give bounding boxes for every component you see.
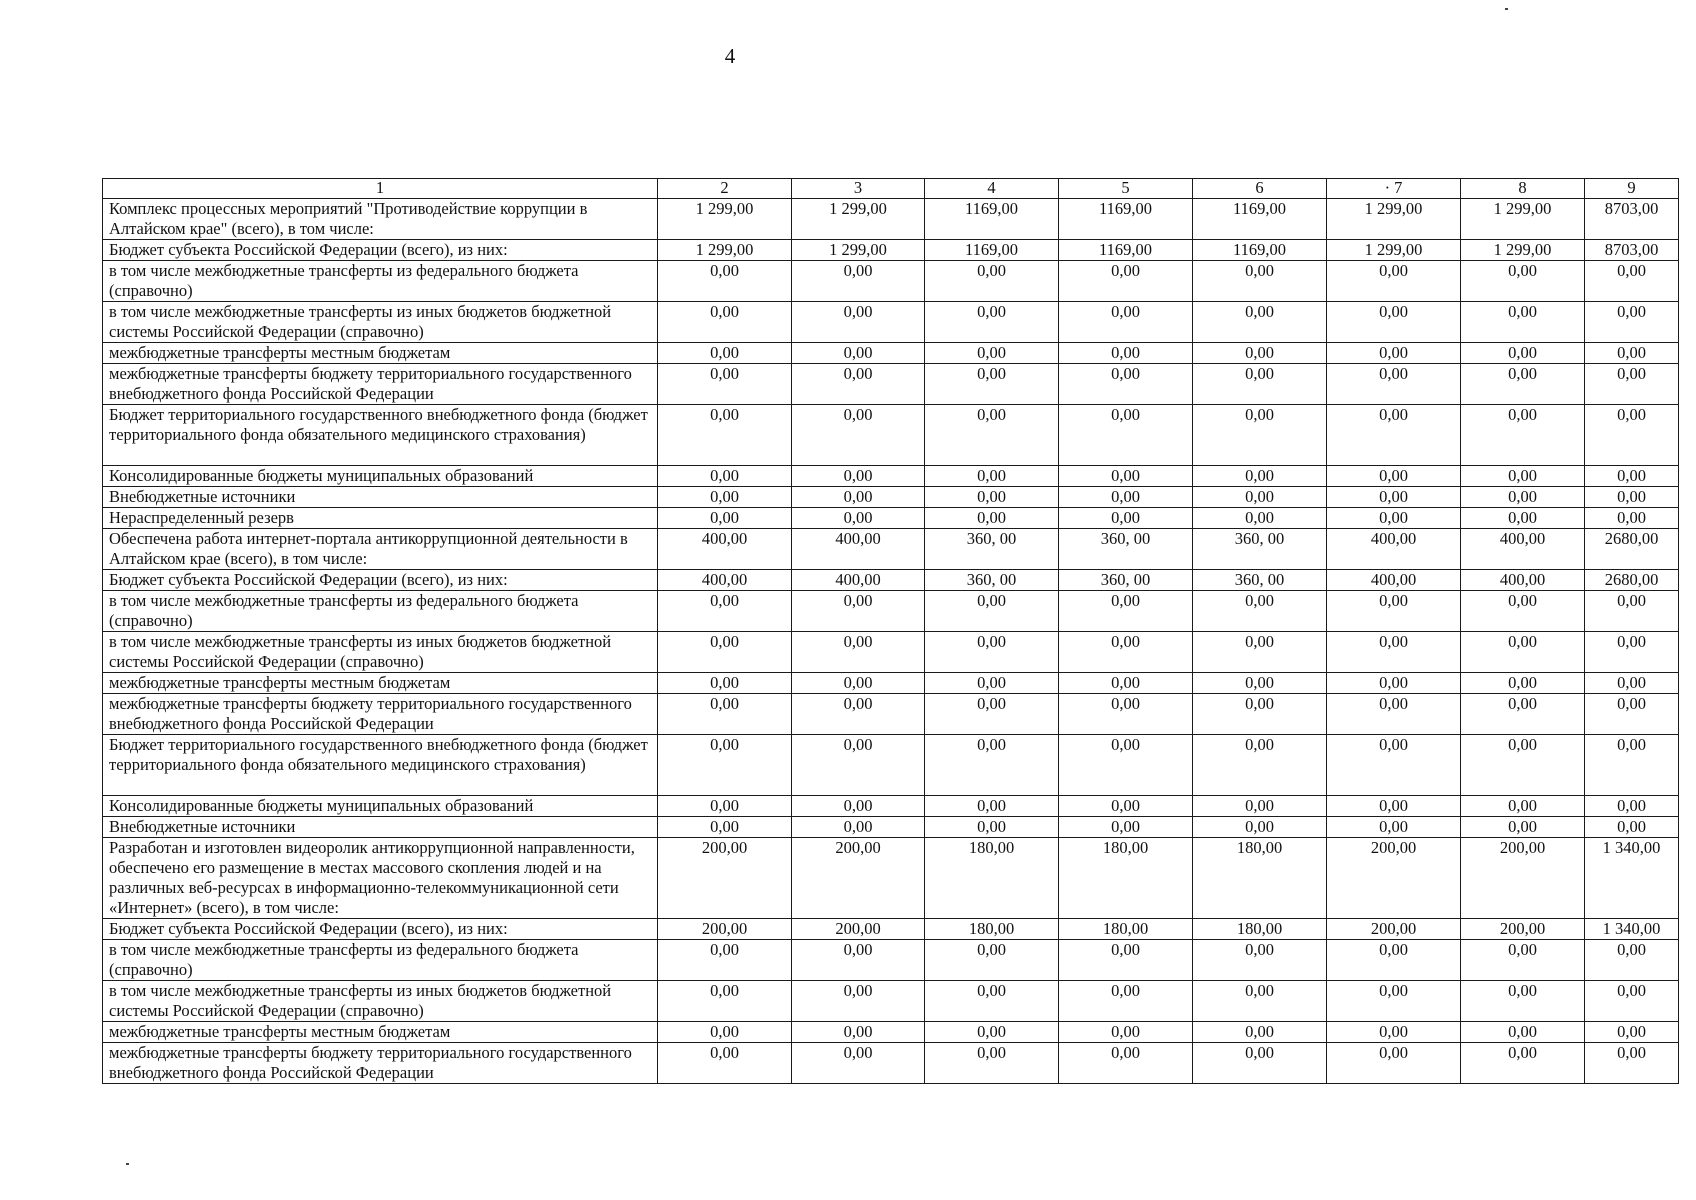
- row-label: межбюджетные трансферты местным бюджетам: [103, 343, 658, 364]
- cell-value: 0,00: [792, 694, 925, 735]
- column-header-7: · 7: [1327, 179, 1461, 199]
- cell-value: 0,00: [658, 261, 792, 302]
- cell-value: 0,00: [1461, 735, 1585, 796]
- cell-value: 0,00: [792, 981, 925, 1022]
- column-header-3: 3: [792, 179, 925, 199]
- cell-value: 0,00: [1585, 1043, 1679, 1084]
- cell-value: 2680,00: [1585, 529, 1679, 570]
- cell-value: 1169,00: [925, 199, 1059, 240]
- cell-value: 200,00: [1327, 838, 1461, 919]
- cell-value: 0,00: [792, 261, 925, 302]
- cell-value: 0,00: [1193, 466, 1327, 487]
- cell-value: 0,00: [792, 940, 925, 981]
- cell-value: 0,00: [792, 487, 925, 508]
- column-header-1: 1: [103, 179, 658, 199]
- cell-value: 0,00: [1461, 1022, 1585, 1043]
- cell-value: 360, 00: [925, 570, 1059, 591]
- cell-value: 0,00: [1585, 817, 1679, 838]
- cell-value: 0,00: [1461, 302, 1585, 343]
- cell-value: 0,00: [1059, 343, 1193, 364]
- cell-value: 0,00: [1059, 466, 1193, 487]
- cell-value: 0,00: [1461, 487, 1585, 508]
- cell-value: 0,00: [1059, 591, 1193, 632]
- cell-value: 0,00: [1193, 940, 1327, 981]
- cell-value: 0,00: [1193, 673, 1327, 694]
- row-label: в том числе межбюджетные трансферты из иных бюджетов бюджетной системы Российской Федерации (справочно): [103, 302, 658, 343]
- cell-value: 0,00: [925, 1043, 1059, 1084]
- cell-value: 0,00: [1059, 817, 1193, 838]
- cell-value: 400,00: [658, 570, 792, 591]
- column-header-8: 8: [1461, 179, 1585, 199]
- cell-value: 0,00: [1327, 796, 1461, 817]
- cell-value: 400,00: [1327, 570, 1461, 591]
- cell-value: 0,00: [1059, 261, 1193, 302]
- cell-value: 360, 00: [1193, 570, 1327, 591]
- cell-value: 0,00: [792, 1043, 925, 1084]
- table-row: [103, 199, 1679, 240]
- cell-value: 200,00: [658, 919, 792, 940]
- cell-value: 0,00: [1327, 981, 1461, 1022]
- cell-value: 0,00: [792, 796, 925, 817]
- table-row: [103, 1043, 1679, 1084]
- table-row: [103, 343, 1679, 364]
- cell-value: 0,00: [1461, 261, 1585, 302]
- cell-value: 1 340,00: [1585, 919, 1679, 940]
- cell-value: 0,00: [925, 466, 1059, 487]
- cell-value: 0,00: [1327, 694, 1461, 735]
- cell-value: 180,00: [1193, 838, 1327, 919]
- cell-value: 0,00: [1193, 487, 1327, 508]
- cell-value: 1 299,00: [1327, 240, 1461, 261]
- table-row: [103, 487, 1679, 508]
- cell-value: 0,00: [1193, 796, 1327, 817]
- cell-value: 0,00: [1461, 632, 1585, 673]
- table-row: [103, 570, 1679, 591]
- cell-value: 360, 00: [1059, 529, 1193, 570]
- cell-value: 0,00: [658, 487, 792, 508]
- cell-value: 360, 00: [1059, 570, 1193, 591]
- cell-value: 400,00: [1461, 570, 1585, 591]
- cell-value: 0,00: [1585, 364, 1679, 405]
- cell-value: 1 299,00: [792, 199, 925, 240]
- table-row: [103, 735, 1679, 796]
- cell-value: 0,00: [1461, 591, 1585, 632]
- cell-value: 360, 00: [1193, 529, 1327, 570]
- cell-value: 400,00: [792, 529, 925, 570]
- cell-value: 0,00: [925, 735, 1059, 796]
- table-row: [103, 919, 1679, 940]
- cell-value: 200,00: [1461, 919, 1585, 940]
- cell-value: 0,00: [658, 591, 792, 632]
- cell-value: 0,00: [1461, 343, 1585, 364]
- table-row: [103, 694, 1679, 735]
- cell-value: 0,00: [792, 364, 925, 405]
- cell-value: 0,00: [1585, 591, 1679, 632]
- cell-value: 0,00: [1059, 673, 1193, 694]
- cell-value: 0,00: [658, 632, 792, 673]
- table-row: [103, 261, 1679, 302]
- column-header-4: 4: [925, 179, 1059, 199]
- cell-value: 0,00: [1327, 940, 1461, 981]
- cell-value: 0,00: [658, 796, 792, 817]
- table-row: [103, 673, 1679, 694]
- cell-value: 0,00: [1585, 343, 1679, 364]
- cell-value: 0,00: [1461, 405, 1585, 466]
- row-label: в том числе межбюджетные трансферты из федерального бюджета (справочно): [103, 940, 658, 981]
- cell-value: 0,00: [1327, 487, 1461, 508]
- table-row: [103, 838, 1679, 919]
- cell-value: 0,00: [1059, 694, 1193, 735]
- cell-value: 0,00: [1193, 591, 1327, 632]
- row-label: межбюджетные трансферты бюджету территориального государственного внебюджетного фонда Российской Федерации: [103, 694, 658, 735]
- table-body: [103, 199, 1679, 1084]
- page-number: 4: [724, 44, 736, 68]
- cell-value: 360, 00: [925, 529, 1059, 570]
- cell-value: 1 299,00: [658, 199, 792, 240]
- cell-value: 0,00: [925, 591, 1059, 632]
- row-label: Бюджет субъекта Российской Федерации (всего), из них:: [103, 919, 658, 940]
- row-label: Бюджет территориального государственного внебюджетного фонда (бюджет территориального фонда обязательного медицинского страхования): [103, 405, 658, 466]
- cell-value: 1 299,00: [1461, 240, 1585, 261]
- cell-value: 1169,00: [1193, 240, 1327, 261]
- cell-value: 0,00: [1461, 1043, 1585, 1084]
- cell-value: 0,00: [658, 343, 792, 364]
- cell-value: 0,00: [1193, 981, 1327, 1022]
- cell-value: 0,00: [925, 694, 1059, 735]
- cell-value: 200,00: [658, 838, 792, 919]
- cell-value: 0,00: [925, 261, 1059, 302]
- cell-value: 0,00: [1193, 735, 1327, 796]
- cell-value: 0,00: [1193, 508, 1327, 529]
- cell-value: 0,00: [1461, 364, 1585, 405]
- row-label: в том числе межбюджетные трансферты из иных бюджетов бюджетной системы Российской Федерации (справочно): [103, 632, 658, 673]
- table-row: [103, 240, 1679, 261]
- cell-value: 200,00: [792, 919, 925, 940]
- cell-value: 0,00: [1327, 302, 1461, 343]
- cell-value: 0,00: [1327, 817, 1461, 838]
- cell-value: 0,00: [1193, 1043, 1327, 1084]
- cell-value: 0,00: [1585, 735, 1679, 796]
- row-label: межбюджетные трансферты бюджету территориального государственного внебюджетного фонда Российской Федерации: [103, 364, 658, 405]
- table-row: [103, 405, 1679, 466]
- cell-value: 0,00: [1585, 796, 1679, 817]
- column-header-2: 2: [658, 179, 792, 199]
- cell-value: 0,00: [658, 302, 792, 343]
- row-label: Разработан и изготовлен видеоролик антикоррупционной направленности, обеспечено его размещение в местах массового скопления людей и на различных веб-ресурсах в информационно-телекоммуникационной сети «Интернет» (всего), в том числе:: [103, 838, 658, 919]
- cell-value: 400,00: [1461, 529, 1585, 570]
- cell-value: 0,00: [1327, 1043, 1461, 1084]
- cell-value: 0,00: [1193, 302, 1327, 343]
- cell-value: 0,00: [1327, 343, 1461, 364]
- cell-value: 0,00: [1461, 940, 1585, 981]
- table-row: [103, 981, 1679, 1022]
- cell-value: 0,00: [1585, 694, 1679, 735]
- cell-value: 0,00: [792, 673, 925, 694]
- cell-value: 0,00: [658, 508, 792, 529]
- scan-speck: [1505, 8, 1508, 10]
- cell-value: 0,00: [792, 466, 925, 487]
- cell-value: 0,00: [1059, 940, 1193, 981]
- column-header-9: 9: [1585, 179, 1679, 199]
- table-row: [103, 940, 1679, 981]
- cell-value: 180,00: [925, 838, 1059, 919]
- row-label: Бюджет субъекта Российской Федерации (всего), из них:: [103, 570, 658, 591]
- cell-value: 0,00: [1461, 796, 1585, 817]
- cell-value: 0,00: [925, 673, 1059, 694]
- cell-value: 0,00: [925, 632, 1059, 673]
- cell-value: 1 299,00: [1461, 199, 1585, 240]
- cell-value: 0,00: [1059, 735, 1193, 796]
- cell-value: 0,00: [1327, 673, 1461, 694]
- cell-value: 0,00: [658, 817, 792, 838]
- cell-value: 0,00: [925, 796, 1059, 817]
- cell-value: 0,00: [658, 466, 792, 487]
- cell-value: 0,00: [792, 735, 925, 796]
- cell-value: 0,00: [1585, 981, 1679, 1022]
- cell-value: 0,00: [1327, 508, 1461, 529]
- cell-value: 0,00: [925, 487, 1059, 508]
- row-label: межбюджетные трансферты бюджету территориального государственного внебюджетного фонда Российской Федерации: [103, 1043, 658, 1084]
- table-row: [103, 302, 1679, 343]
- cell-value: 0,00: [1193, 364, 1327, 405]
- cell-value: 0,00: [925, 1022, 1059, 1043]
- cell-value: 0,00: [792, 343, 925, 364]
- table-row: [103, 817, 1679, 838]
- budget-table: [102, 178, 1679, 1084]
- cell-value: 0,00: [792, 302, 925, 343]
- cell-value: 0,00: [1059, 487, 1193, 508]
- table-row: [103, 364, 1679, 405]
- cell-value: 2680,00: [1585, 570, 1679, 591]
- cell-value: 0,00: [1327, 364, 1461, 405]
- cell-value: 0,00: [658, 735, 792, 796]
- cell-value: 0,00: [1585, 405, 1679, 466]
- row-label: межбюджетные трансферты местным бюджетам: [103, 1022, 658, 1043]
- cell-value: 0,00: [925, 940, 1059, 981]
- cell-value: 0,00: [792, 1022, 925, 1043]
- cell-value: 0,00: [1193, 1022, 1327, 1043]
- scan-speck: [126, 1163, 129, 1165]
- cell-value: 0,00: [792, 405, 925, 466]
- column-header-6: 6: [1193, 179, 1327, 199]
- cell-value: 0,00: [1585, 302, 1679, 343]
- cell-value: 0,00: [1585, 466, 1679, 487]
- cell-value: 0,00: [658, 405, 792, 466]
- cell-value: 0,00: [1461, 673, 1585, 694]
- cell-value: 0,00: [1585, 1022, 1679, 1043]
- header-row: [103, 179, 1679, 199]
- cell-value: 0,00: [658, 1022, 792, 1043]
- row-label: Бюджет территориального государственного внебюджетного фонда (бюджет территориального фонда обязательного медицинского страхования): [103, 735, 658, 796]
- cell-value: 0,00: [1585, 632, 1679, 673]
- row-label: Бюджет субъекта Российской Федерации (всего), из них:: [103, 240, 658, 261]
- cell-value: 0,00: [1327, 591, 1461, 632]
- cell-value: 0,00: [658, 694, 792, 735]
- cell-value: 200,00: [792, 838, 925, 919]
- cell-value: 180,00: [1059, 919, 1193, 940]
- cell-value: 180,00: [925, 919, 1059, 940]
- row-label: Консолидированные бюджеты муниципальных образований: [103, 466, 658, 487]
- cell-value: 0,00: [925, 981, 1059, 1022]
- cell-value: 0,00: [1193, 817, 1327, 838]
- cell-value: 0,00: [1585, 261, 1679, 302]
- cell-value: 8703,00: [1585, 199, 1679, 240]
- column-header-5: 5: [1059, 179, 1193, 199]
- row-label: Консолидированные бюджеты муниципальных образований: [103, 796, 658, 817]
- cell-value: 0,00: [1327, 261, 1461, 302]
- cell-value: 180,00: [1059, 838, 1193, 919]
- cell-value: 0,00: [1193, 343, 1327, 364]
- cell-value: 0,00: [925, 364, 1059, 405]
- cell-value: 1 340,00: [1585, 838, 1679, 919]
- table-row: [103, 529, 1679, 570]
- row-label: Внебюджетные источники: [103, 487, 658, 508]
- cell-value: 0,00: [1327, 466, 1461, 487]
- cell-value: 0,00: [1059, 302, 1193, 343]
- cell-value: 0,00: [925, 302, 1059, 343]
- table-row: [103, 508, 1679, 529]
- cell-value: 1169,00: [925, 240, 1059, 261]
- cell-value: 0,00: [658, 1043, 792, 1084]
- cell-value: 0,00: [792, 591, 925, 632]
- table-row: [103, 1022, 1679, 1043]
- cell-value: 0,00: [658, 940, 792, 981]
- cell-value: 180,00: [1193, 919, 1327, 940]
- cell-value: 0,00: [1461, 466, 1585, 487]
- cell-value: 200,00: [1461, 838, 1585, 919]
- row-label: Внебюджетные источники: [103, 817, 658, 838]
- cell-value: 0,00: [1059, 1022, 1193, 1043]
- row-label: Комплекс процессных мероприятий "Противодействие коррупции в Алтайском крае" (всего), в том числе:: [103, 199, 658, 240]
- cell-value: 0,00: [1193, 694, 1327, 735]
- row-label: Нераспределенный резерв: [103, 508, 658, 529]
- table-row: [103, 632, 1679, 673]
- cell-value: 0,00: [1461, 981, 1585, 1022]
- cell-value: 0,00: [792, 508, 925, 529]
- row-label: межбюджетные трансферты местным бюджетам: [103, 673, 658, 694]
- cell-value: 0,00: [925, 508, 1059, 529]
- cell-value: 1169,00: [1059, 240, 1193, 261]
- table-row: [103, 591, 1679, 632]
- cell-value: 0,00: [1059, 405, 1193, 466]
- cell-value: 200,00: [1327, 919, 1461, 940]
- cell-value: 1 299,00: [792, 240, 925, 261]
- cell-value: 0,00: [792, 817, 925, 838]
- row-label: Обеспечена работа интернет-портала антикоррупционной деятельности в Алтайском крае (всего), в том числе:: [103, 529, 658, 570]
- cell-value: 8703,00: [1585, 240, 1679, 261]
- cell-value: 0,00: [1059, 632, 1193, 673]
- row-label: в том числе межбюджетные трансферты из федерального бюджета (справочно): [103, 591, 658, 632]
- cell-value: 0,00: [1059, 1043, 1193, 1084]
- cell-value: 0,00: [1585, 487, 1679, 508]
- cell-value: 0,00: [1461, 694, 1585, 735]
- cell-value: 0,00: [1327, 632, 1461, 673]
- cell-value: 1169,00: [1059, 199, 1193, 240]
- cell-value: 0,00: [1059, 981, 1193, 1022]
- cell-value: 0,00: [1327, 405, 1461, 466]
- cell-value: 0,00: [1059, 508, 1193, 529]
- cell-value: 1169,00: [1193, 199, 1327, 240]
- cell-value: 0,00: [658, 673, 792, 694]
- cell-value: 1 299,00: [658, 240, 792, 261]
- cell-value: 400,00: [658, 529, 792, 570]
- table-row: [103, 466, 1679, 487]
- cell-value: 0,00: [658, 981, 792, 1022]
- cell-value: 0,00: [1585, 508, 1679, 529]
- cell-value: 0,00: [1585, 673, 1679, 694]
- cell-value: 0,00: [925, 405, 1059, 466]
- cell-value: 0,00: [658, 364, 792, 405]
- cell-value: 400,00: [792, 570, 925, 591]
- row-label: в том числе межбюджетные трансферты из федерального бюджета (справочно): [103, 261, 658, 302]
- cell-value: 0,00: [1059, 364, 1193, 405]
- cell-value: 0,00: [1461, 817, 1585, 838]
- cell-value: 0,00: [1585, 940, 1679, 981]
- cell-value: 0,00: [1193, 261, 1327, 302]
- cell-value: 0,00: [925, 343, 1059, 364]
- cell-value: 0,00: [1327, 1022, 1461, 1043]
- cell-value: 0,00: [1059, 796, 1193, 817]
- cell-value: 1 299,00: [1327, 199, 1461, 240]
- cell-value: 0,00: [1193, 405, 1327, 466]
- table-row: [103, 796, 1679, 817]
- cell-value: 0,00: [792, 632, 925, 673]
- cell-value: 0,00: [1327, 735, 1461, 796]
- cell-value: 0,00: [1461, 508, 1585, 529]
- cell-value: 0,00: [1193, 632, 1327, 673]
- row-label: в том числе межбюджетные трансферты из иных бюджетов бюджетной системы Российской Федерации (справочно): [103, 981, 658, 1022]
- cell-value: 400,00: [1327, 529, 1461, 570]
- cell-value: 0,00: [925, 817, 1059, 838]
